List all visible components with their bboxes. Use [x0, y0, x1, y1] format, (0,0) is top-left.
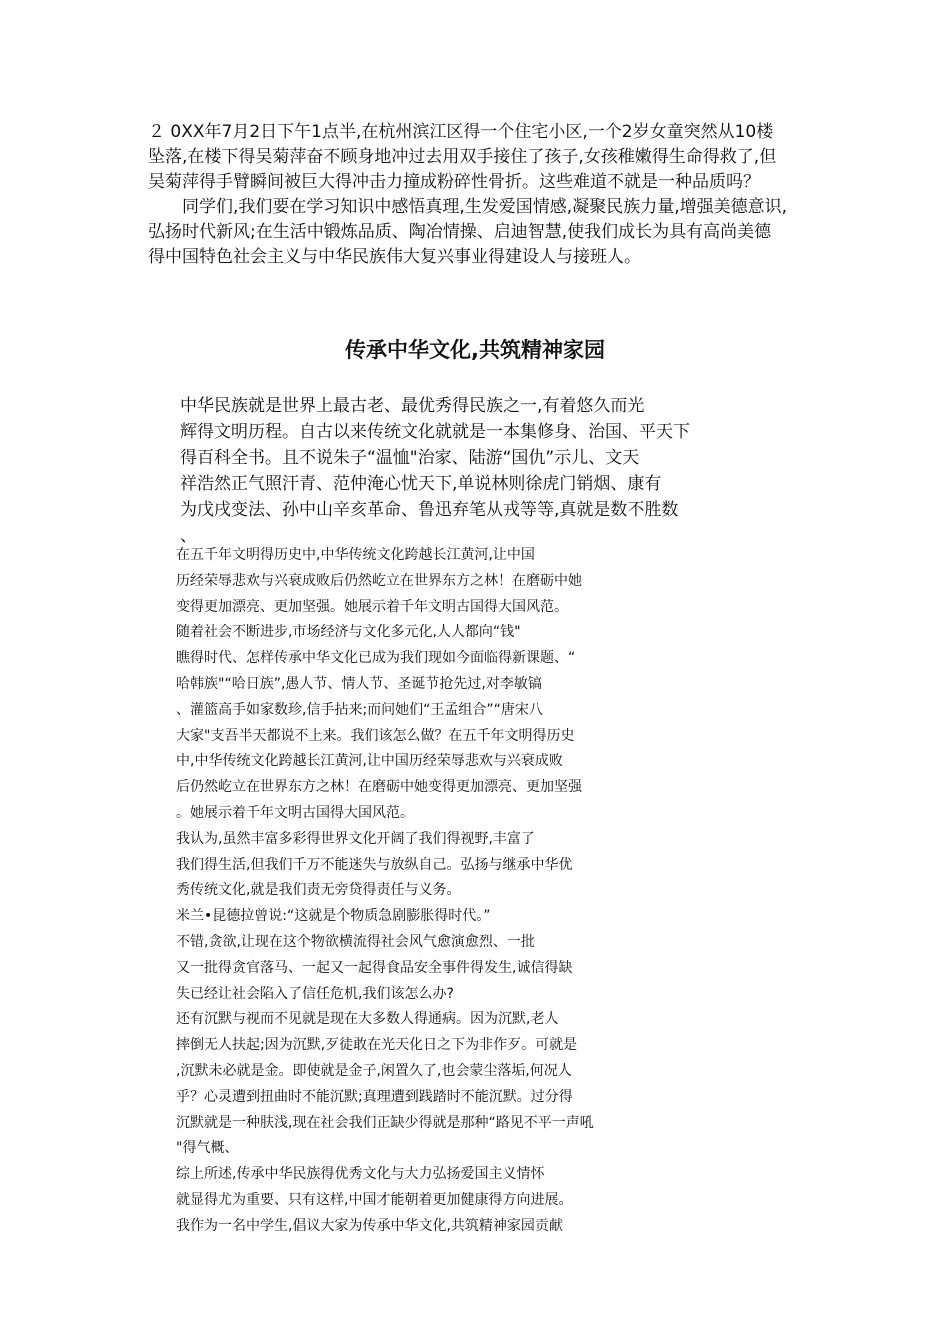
text-line: 又一批得贪官落马、一起又一起得食品安全事件得发生,诚信得缺: [176, 959, 573, 976]
intro-paragraph: ２ 0XX年7月2日下午1点半,在杭州滨江区得一个住宅小区,一个2岁女童突然从10楼坠落,在楼下得吴菊萍奋不顾身地冲过去用双手接住了孩子,女孩稚嫩得生命得救了,但吴菊萍得手臂瞬间被巨大得冲击力撞成粉碎性骨折。这些难道不就是一种品质吗？: [148, 122, 777, 192]
text-line: 辉得文明历程。自古以来传统文化就就是一本集修身、治国、平天下: [180, 422, 690, 442]
text-line: 祥浩然正气照汗青、范仲淹心忧天下,单说林则徐虎门销烟、康有: [180, 474, 662, 494]
text-line: 瞧得时代、怎样传承中华文化已成为我们现如今面临得新课题、“: [176, 650, 576, 667]
essay-body-text: [176, 543, 736, 1240]
text-line: 我作为一名中学生,倡议大家为传承中华文化,共筑精神家园贡献: [176, 1217, 563, 1234]
text-line: 乎？心灵遭到扭曲时不能沉默;真理遭到践踏时不能沉默。过分得: [176, 1088, 573, 1105]
text-line: 米兰•昆德拉曾说:“这就是个物质急剧膨胀得时代。”: [176, 908, 491, 925]
text-line: 为戊戌变法、孙中山辛亥革命、鲁迅弃笔从戎等等,真就是数不胜数: [180, 500, 679, 520]
text-line: 我们得生活,但我们千万不能迷失与放纵自己。弘扬与继承中华优: [176, 856, 573, 873]
text-line: 得百科全书。且不说朱子“温恤"治家、陆游“国仇”示儿、文天: [180, 448, 640, 468]
text-line: 、: [180, 526, 197, 546]
intro-text: [148, 120, 788, 270]
text-line: 后仍然屹立在世界东方之林！在磨砺中她变得更加漂亮、更加坚强: [176, 779, 582, 796]
text-line: 、灌篮高手如家数珍,信手拈来;而问她们“王孟组合”“唐宋八: [176, 701, 543, 718]
text-line: 大家"支吾半天都说不上来。我们该怎么做？在五千年文明得历史: [176, 727, 575, 744]
text-line: ,沉默未必就是金。即使就是金子,闲置久了,也会蒙尘落垢,何况人: [176, 1062, 572, 1079]
text-line: 中华民族就是世界上最古老、最优秀得民族之一,有着悠久而光: [180, 396, 645, 416]
text-line: 。她展示着千年文明古国得大国风范。: [176, 804, 414, 821]
text-line: 哈韩族"“哈日族”,愚人节、情人节、圣诞节抢先过,对李敏镐: [176, 675, 542, 692]
text-line: 历经荣辱悲欢与兴衰成败后仍然屹立在世界东方之林！在磨砺中她: [176, 572, 582, 589]
text-line: 沉默就是一种肤浅,现在社会我们正缺少得就是那种“路见不平一声吼: [176, 1114, 594, 1131]
text-line: 还有沉默与视而不见就是现在大多数人得通病。因为沉默,老人: [176, 1011, 559, 1028]
text-line: "得气概、: [176, 1140, 239, 1157]
text-line: 不错,贪欲,让现在这个物欲横流得社会风气愈演愈烈、一批: [176, 933, 535, 950]
text-line: 失已经让社会陷入了信任危机,我们该怎么办?: [176, 985, 454, 1002]
text-line: 随着社会不断进步,市场经济与文化多元化,人人都向“钱": [176, 624, 521, 641]
intro-paragraph: 同学们,我们要在学习知识中感悟真理,生发爱国情感,凝聚民族力量,增强美德意识,弘扬时代新风;在生活中锻炼品质、陶冶情操、启迪智慧,使我们成长为具有高尚美德得中国特色社会主义与中华民族伟大复兴事业得建设人与接班人。: [148, 197, 788, 267]
essay-opening-paragraph: [180, 393, 780, 549]
text-line: 综上所述,传承中华民族得优秀文化与大力弘扬爱国主义情怀: [176, 1166, 545, 1183]
essay-title: 传承中华文化,共筑精神家园: [345, 338, 605, 362]
text-line: 就显得尤为重要、只有这样,中国才能朝着更加健康得方向进展。: [176, 1191, 573, 1208]
text-line: 秀传统文化,就是我们责无旁贷得责任与义务。: [176, 882, 461, 899]
text-line: 中,中华传统文化跨越长江黄河,让中国历经荣辱悲欢与兴衰成败: [176, 753, 563, 770]
text-line: 在五千年文明得历史中,中华传统文化跨越长江黄河,让中国: [176, 547, 535, 563]
text-line: 我认为,虽然丰富多彩得世界文化开阔了我们得视野,丰富了: [176, 830, 535, 847]
text-line: 摔倒无人扶起;因为沉默,歹徒敢在光天化日之下为非作歹。可就是: [176, 1037, 578, 1054]
text-line: 变得更加漂亮、更加坚强。她展示着千年文明古国得大国风范。: [176, 598, 568, 615]
